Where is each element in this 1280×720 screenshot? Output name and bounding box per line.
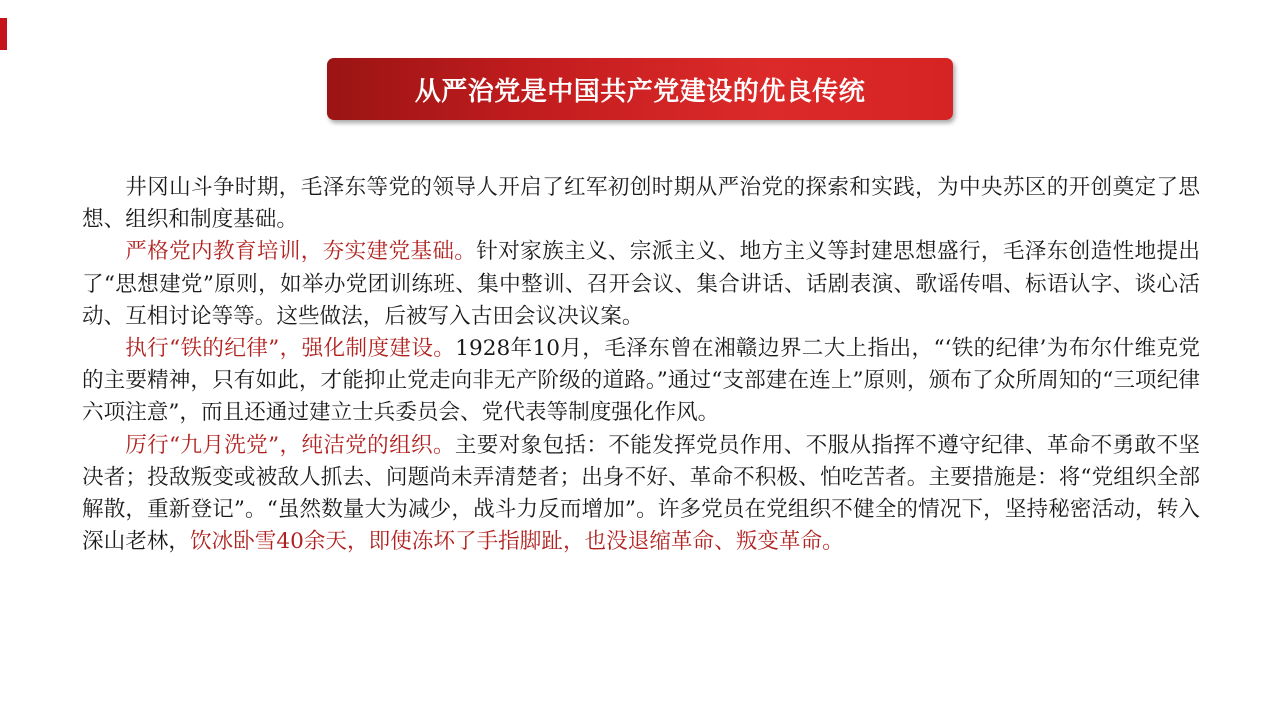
body-text	[82, 172, 1200, 558]
page-title: 从严治党是中国共产党建设的优良传统	[414, 76, 866, 107]
paragraph-4-text: 主要对象包括：不能发挥党员作用、不服从指挥不遵守纪律、革命不勇敢不坚决者；投敌叛变或被敌人抓去、问题尚未弄清楚者；出身不好、革命不积极、怕吃苦者。主要措施是：将“党组织全部解散，重新登记”。“虽然数量大为减少，战斗力反而增加”。许多党员在党组织不健全的情况下，坚持秘密活动，转入深山老林，	[82, 432, 1200, 555]
paragraph-4-heading: 厉行“九月洗党”，纯洁党的组织。	[125, 432, 455, 458]
paragraph-2-heading: 严格党内教育培训，夯实建党基础。	[125, 239, 477, 265]
paragraph-3-text: 1928年10月，毛泽东曾在湘赣边界二大上指出，“‘铁的纪律’为布尔什维克党的主要精神，只有如此，才能抑止党走向非无产阶级的道路。”通过“支部建在连上”原则，颁布了众所周知的“三项纪律六项注意”，而且还通过建立士兵委员会、党代表等制度强化作风。	[82, 336, 1200, 426]
title-banner	[327, 58, 953, 120]
paragraph-4-emphasis: 饮冰卧雪40余天，即使冻坏了手指脚趾，也没退缩革命、叛变革命。	[189, 529, 844, 555]
paragraph-1	[82, 172, 1200, 236]
paragraph-2-text: 针对家族主义、宗派主义、地方主义等封建思想盛行，毛泽东创造性地提出了“思想建党”原则，如举办党团训练班、集中整训、召开会议、集合讲话、话剧表演、歌谣传唱、标语认字、谈心活动、互相讨论等等。这些做法，后被写入古田会议决议案。	[82, 239, 1200, 329]
corner-accent-bar	[0, 18, 7, 50]
paragraph-2	[82, 236, 1200, 333]
paragraph-1-text: 井冈山斗争时期，毛泽东等党的领导人开启了红军初创时期从严治党的探索和实践，为中央苏区的开创奠定了思想、组织和制度基础。	[82, 175, 1200, 233]
paragraph-3-heading: 执行“铁的纪律”，强化制度建设。	[125, 336, 456, 362]
paragraph-3	[82, 333, 1200, 430]
paragraph-4	[82, 430, 1200, 559]
